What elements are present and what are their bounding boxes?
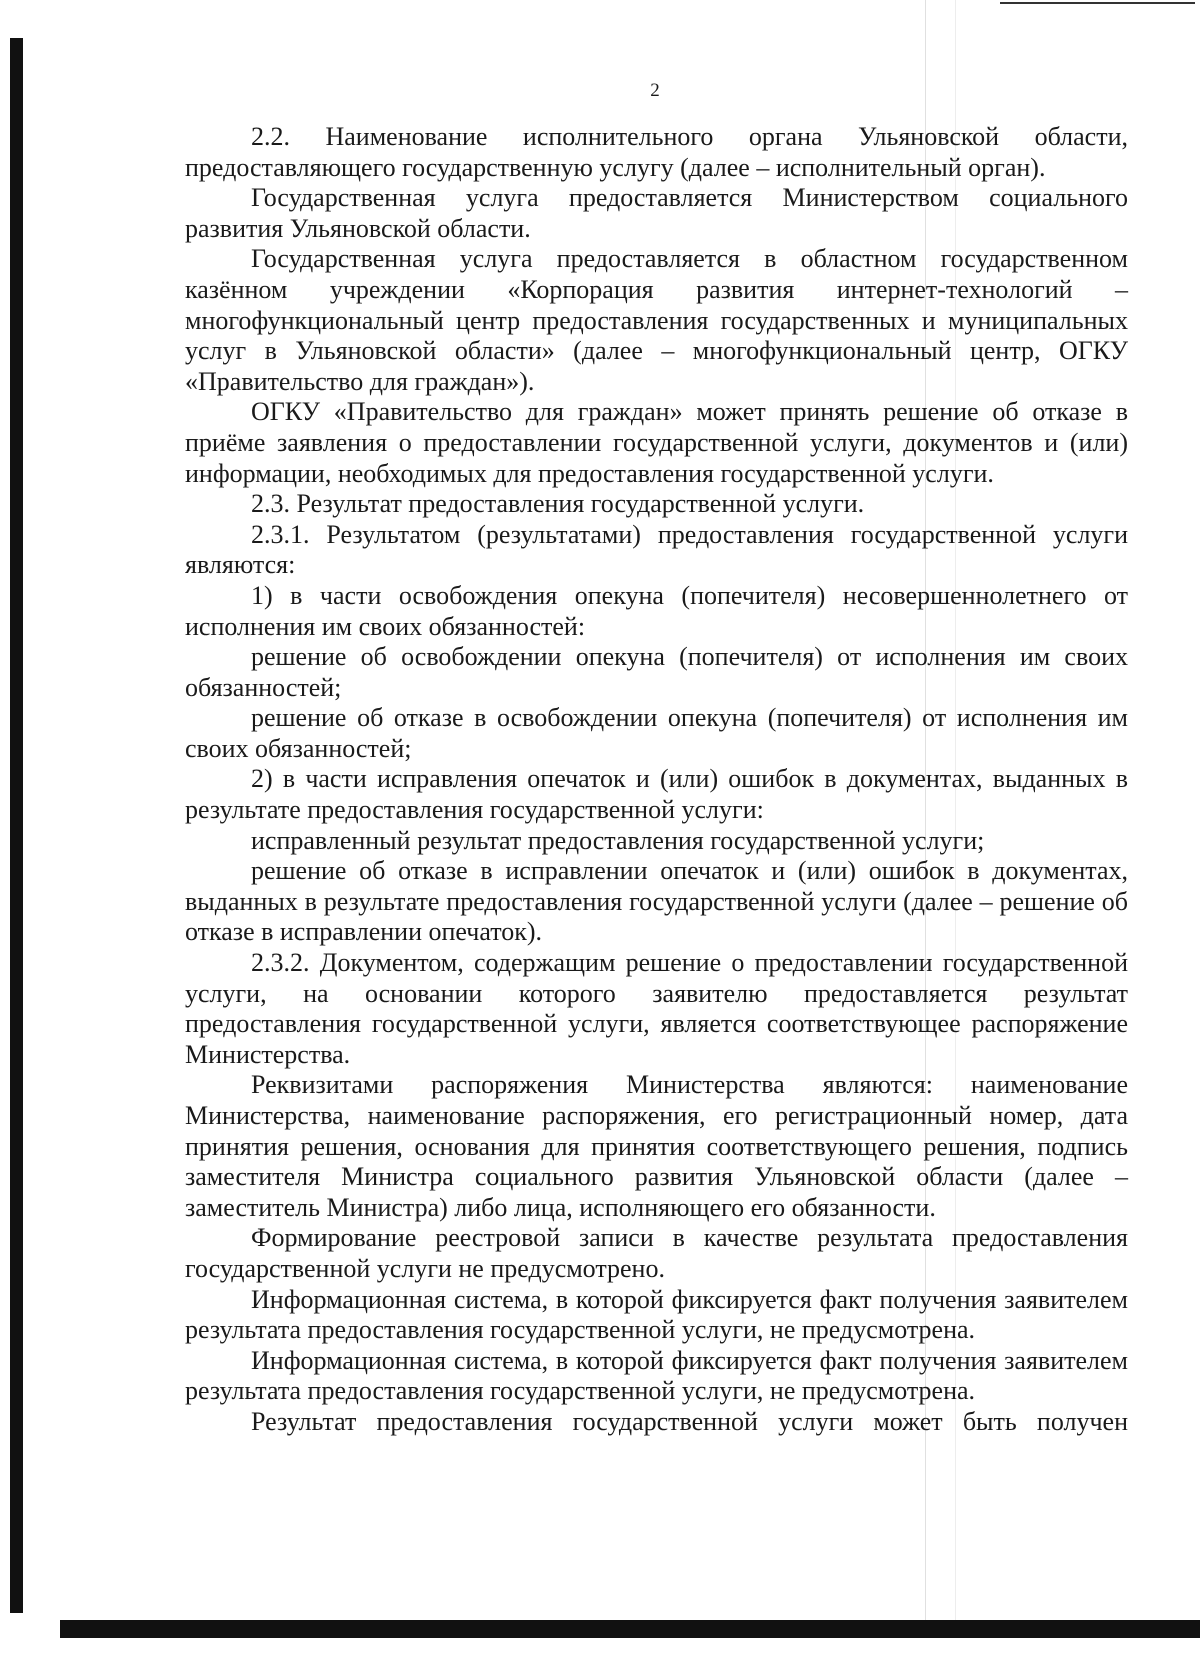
paragraph-release-decision: решение об освобождении опекуна (попечителя) от исполнения им своих обязанностей; [185, 642, 1128, 702]
paragraph-2-3-1: 2.3.1. Результатом (результатами) предоставления государственной услуги являются: [185, 519, 1128, 580]
list-item-2: 2) в части исправления опечаток и (или) ошибок в документах, выданных в результате предоставления государственной услуги: [185, 764, 1128, 825]
scan-left-edge [10, 38, 23, 1613]
paragraph-info-system-repeat: Информационная система, в которой фиксируется факт получения заявителем результата предоставления государственной услуги, не предусмотрена. [185, 1345, 1128, 1406]
paragraph-release-refusal: решение об отказе в освобождении опекуна (попечителя) от исполнения им своих обязанностей; [185, 703, 1128, 763]
paragraph-2-3-2: 2.3.2. Документом, содержащим решение о предоставлении государственной услуги, на основании которого заявителю предоставляется результат предоставления государственной услуги, является соответствующее распоряжение Министерства. [185, 948, 1128, 1069]
paragraph-2-3: 2.3. Результат предоставления государственной услуги. [251, 489, 865, 519]
document-body [185, 122, 1128, 1438]
paragraph-correction-refusal: решение об отказе в исправлении опечаток и (или) ошибок в документах, выданных в результате предоставления государственной услуги (далее – решение об отказе в исправлении опечаток). [185, 856, 1128, 947]
paragraph-mfc: Государственная услуга предоставляется в областном государственном казённом учреждении «Корпорация развития интернет-технологий – многофункциональный центр предоставления государственных и муниципальных услуг в Ульяновской области» (далее – многофункциональный центр, ОГКУ «Правительство для граждан»). [185, 244, 1128, 396]
paragraph-provider: Государственная услуга предоставляется Министерством социального развития Ульяновской области. [185, 183, 1128, 243]
paragraph-registry-record: Формирование реестровой записи в качестве результата предоставления государственной услуги не предусмотрено. [185, 1223, 1128, 1283]
paragraph-requisites: Реквизитами распоряжения Министерства являются: наименование Министерства, наименование распоряжения, его регистрационный номер, дата принятия решения, основания для принятия соответствующего решения, подпись заместителя Министра социального развития Ульяновской области (далее – заместитель Министра) либо лица, исполняющего его обязанности. [185, 1070, 1128, 1222]
page-number: 2 [650, 80, 660, 101]
paragraph-corrected-result: исправленный результат предоставления государственной услуги; [251, 825, 985, 855]
list-item-1: 1) в части освобождения опекуна (попечителя) несовершеннолетнего от исполнения им своих обязанностей: [185, 580, 1128, 641]
scan-bottom-edge [60, 1620, 1200, 1638]
paragraph-result-obtaining: Результат предоставления государственной услуги может быть получен [251, 1406, 1128, 1436]
paragraph-2-2: 2.2. Наименование исполнительного органа Ульяновской области, предоставляющего государственную услугу (далее – исполнительный орган). [185, 122, 1128, 182]
paragraph-refusal-reception: ОГКУ «Правительство для граждан» может принять решение об отказе в приёме заявления о предоставлении государственной услуги, документов и (или) информации, необходимых для предоставления государственной услуги. [185, 397, 1128, 488]
paragraph-info-system: Информационная система, в которой фиксируется факт получения заявителем результата предоставления государственной услуги, не предусмотрена. [185, 1284, 1128, 1345]
scan-top-edge [1000, 2, 1195, 4]
